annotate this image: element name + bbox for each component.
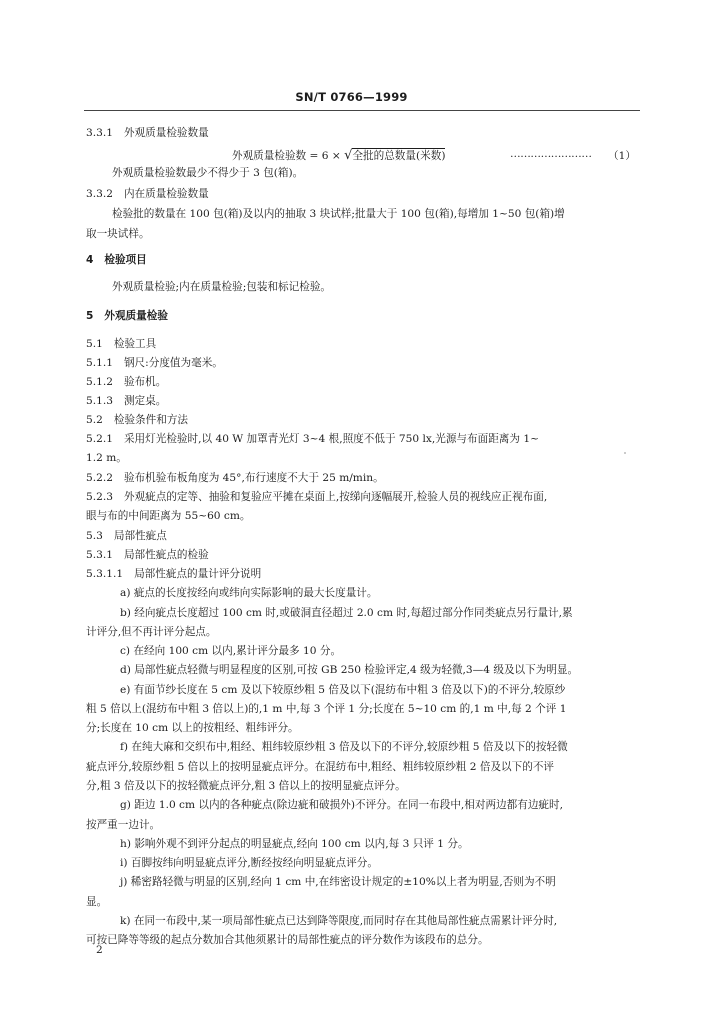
list-item-c: c) 在经向 100 cm 以内,累计评分最多 10 分。 (120, 645, 342, 657)
clause-text: 验布机验布板角度为 45°,布行速度不大于 25 m/min。 (123, 472, 384, 484)
list-item-b: b) 经向疵点长度超过 100 cm 时,或破洞直径超过 2.0 cm 时,每超过部分作同类疵点另行量计,累 (120, 607, 573, 619)
clause-5-1-3 (86, 394, 166, 408)
list-item-d: d) 局部性疵点轻微与明显程度的区别,可按 GB 250 检验评定,4 级为轻微,3—4 级及以下为明显。 (120, 664, 579, 676)
clause-number: 5.1.2 (86, 376, 113, 388)
heading-number: 4 (86, 254, 94, 266)
heading-text: 外观质量检验数量 (123, 127, 209, 139)
list-item-e-continued: 分;长度在 10 cm 以上的按粗经、粗纬评分。 (86, 722, 299, 734)
clause-number: 5.2.2 (86, 472, 113, 484)
list-item-f: f) 在纯大麻和交织布中,粗经、粗纬较原纱粗 3 倍及以下的不评分,较原纱粗 5 倍及以下的按轻微 (120, 741, 568, 753)
heading-text: 外观质量检验 (104, 310, 168, 322)
clause-text: 局部性疵点的量计评分说明 (134, 568, 262, 580)
list-item-i: i) 百脚按纬向明显疵点评分,断经按经向明显疵点评分。 (120, 857, 378, 869)
page-number: 2 (96, 944, 103, 956)
clause-number: 5.2.3 (86, 491, 113, 503)
heading-5-3 (86, 529, 167, 543)
heading-3-3-1 (86, 126, 209, 140)
header-rule (84, 110, 640, 111)
list-item-k: k) 在同一布段中,某一项局部性疵点已达到降等限度,而同时存在其他局部性疵点需累计评分时, (120, 915, 558, 927)
clause-number: 5.1.1 (86, 357, 113, 369)
heading-number: 5.1 (86, 338, 103, 350)
clause-text: 外观疵点的定等、抽验和复验应平摊在桌面上,按绨向逐幅展开,检验人员的视线应正视布面, (123, 491, 548, 503)
formula-sqrt (344, 148, 445, 163)
heading-text: 检验工具 (113, 338, 157, 350)
heading-number: 3.3.2 (86, 188, 113, 200)
list-item-e: e) 有面节纱长度在 5 cm 及以下较原纱粗 5 倍及以下(混纺布中粗 3 倍及以下)的不评分,较原纱 (120, 684, 566, 696)
clause-5-1-2 (86, 375, 166, 389)
list-item-e-continued: 粗 5 倍以上(混纺布中粗 3 倍以上)的,1 m 中,每 3 个评 1 分;长度在 5~10 cm 的,1 m 中,每 2 个评 1 (86, 703, 567, 715)
heading-number: 5.3 (86, 530, 103, 542)
heading-number: 3.3.1 (86, 127, 113, 139)
clause-text: 测定桌。 (123, 395, 167, 407)
formula-sqrt-argument: 全批的总数量(米数) (352, 150, 446, 162)
list-item-g-continued: 按严重一边计。 (86, 819, 161, 831)
clause-text: 采用灯光检验时,以 40 W 加罩青光灯 3~4 根,照度不低于 750 lx,光源与布面距离为 1~ (123, 433, 539, 445)
heading-number: 5 (86, 310, 94, 322)
list-item-j-continued: 显。 (86, 896, 108, 908)
sqrt-icon: √ (344, 148, 353, 163)
clause-5-2-3 (86, 490, 547, 504)
heading-number: 5.2 (86, 414, 103, 426)
clause-number: 5.1.3 (86, 395, 113, 407)
list-item-a: a) 疵点的长度按经向或纬向实际影响的最大长度量计。 (120, 587, 378, 599)
paragraph-line: 眼与布的中间距离为 55~60 cm。 (86, 510, 251, 522)
heading-4 (86, 253, 147, 267)
standard-code-header: SN/T 0766—1999 (295, 90, 408, 104)
heading-5-1 (86, 337, 156, 351)
heading-3-3-2 (86, 187, 209, 201)
clause-number: 5.2.1 (86, 433, 113, 445)
list-item-b-continued: 计评分,但不再计评分起点。 (86, 626, 217, 638)
formula-lhs: 外观质量检验数 (232, 150, 307, 162)
paragraph-line: 检验批的数量在 100 包(箱)及以内的抽取 3 块试样;批量大于 100 包(箱),每增加 1~50 包(箱)增 (112, 208, 565, 220)
paragraph-line: 1.2 m。 (86, 452, 127, 464)
clause-5-1-1 (86, 356, 223, 370)
heading-5-2 (86, 413, 188, 427)
list-item-f-continued: 分,粗 3 倍及以下的按轻微疵点评分,粗 3 倍以上的按明显疵点评分。 (86, 780, 406, 792)
list-item-j: j) 稀密路轻微与明显的区别,经向 1 cm 中,在纬密设计规定的±10%以上者为明显,否则为不明 (120, 876, 556, 888)
heading-text: 检验条件和方法 (113, 414, 189, 426)
list-item-k-continued: 可按已降等等级的起点分数加合其他须累计的局部性疵点的评分数作为该段布的总分。 (86, 934, 489, 946)
clause-text: 验布机。 (123, 376, 167, 388)
heading-text: 局部性疵点 (113, 530, 167, 542)
paragraph-minimum-quantity: 外观质量检验数最少不得少于 3 包(箱)。 (112, 167, 304, 179)
clause-number: 5.3.1.1 (86, 568, 124, 580)
clause-number: 5.3.1 (86, 549, 113, 561)
clause-5-2-2 (86, 471, 384, 485)
clause-text: 钢尺:分度值为毫米。 (123, 357, 223, 369)
list-item-h: h) 影响外观不到评分起点的明显疵点,经向 100 cm 以内,每 3 只评 1 分。 (120, 838, 469, 850)
paragraph-line: 取一块试样。 (86, 228, 150, 240)
formula-equation-number: （1） (608, 150, 636, 162)
heading-5 (86, 309, 168, 323)
paragraph-inspection-items: 外观质量检验;内在质量检验;包装和标记检验。 (112, 281, 332, 293)
heading-text: 内在质量检验数量 (123, 188, 209, 200)
clause-5-3-1-1 (86, 567, 261, 581)
list-item-f-continued: 疵点评分,较原纱粗 5 倍以上的按明显疵点评分。在混纺布中,粗经、粗纬较原纱粗 2 倍及以下的不评 (86, 761, 555, 773)
formula-inspection-quantity (232, 148, 445, 163)
heading-text: 检验项目 (104, 254, 147, 266)
clause-5-2-1 (86, 432, 539, 446)
clause-text: 局部性疵点的检验 (123, 549, 209, 561)
scan-speck (624, 452, 626, 454)
formula-leader-dots: …………………… (510, 148, 592, 160)
formula-operator: = 6 × (309, 150, 341, 162)
list-item-g: g) 距边 1.0 cm 以内的各种疵点(除边疵和破损外)不评分。在同一布段中,相对两边都有边疵时, (120, 799, 563, 811)
clause-5-3-1 (86, 548, 209, 562)
